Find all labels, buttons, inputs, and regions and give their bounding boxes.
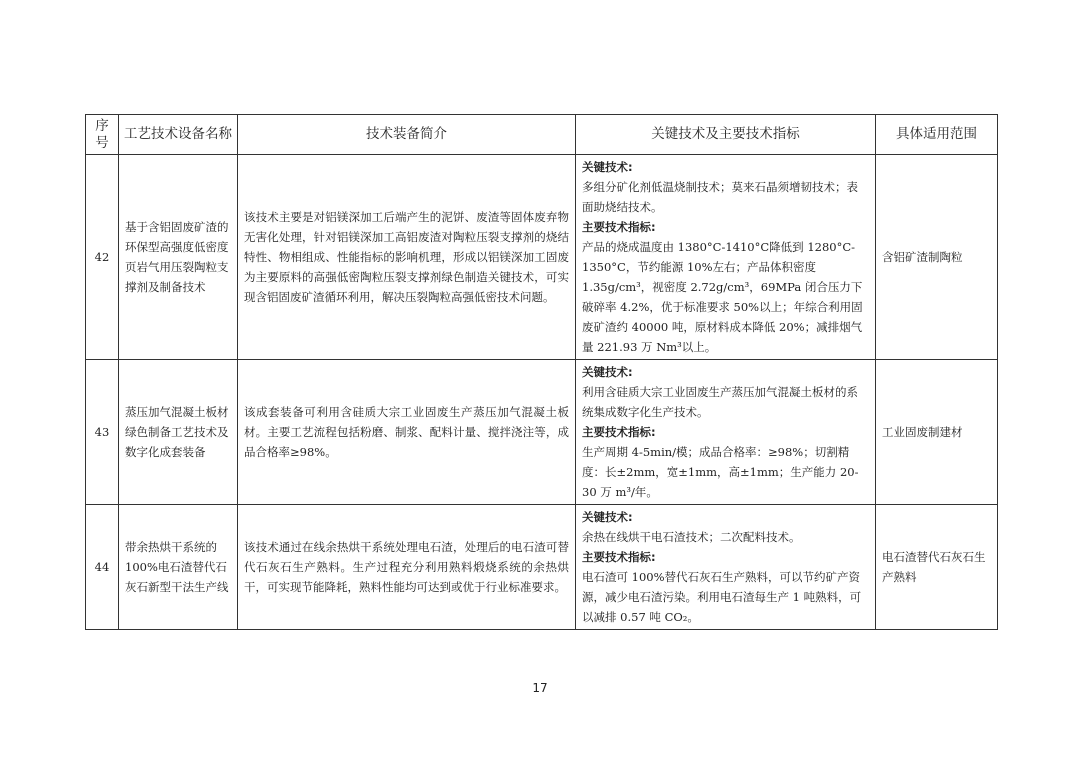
row-scope: 工业固废制建材 [876, 360, 998, 505]
key-tech-text: 余热在线烘干电石渣技术；二次配料技术。 [582, 530, 801, 544]
key-tech-text: 多组分矿化剂低温烧制技术；莫来石晶须增韧技术；表面助烧结技术。 [582, 180, 858, 214]
row-key-tech [576, 505, 876, 630]
main-index-text: 电石渣可 100%替代石灰石生产熟料，可以节约矿产资源，减少电石渣污染。利用电石渣每生产 1 吨熟料，可以减排 0.57 吨 CO₂。 [582, 570, 862, 624]
main-index-label: 主要技术指标: [582, 220, 656, 234]
table-row [86, 360, 998, 505]
page-number: 17 [532, 681, 548, 695]
main-index-label: 主要技术指标: [582, 550, 656, 564]
row-key-tech [576, 155, 876, 360]
row-key-tech [576, 360, 876, 505]
header-tech-name: 工艺技术设备名称 [119, 115, 238, 155]
row-serial-no: 44 [86, 505, 119, 630]
header-scope: 具体适用范围 [876, 115, 998, 155]
row-tech-name: 基于含铝固废矿渣的环保型高强度低密度页岩气用压裂陶粒支撑剂及制备技术 [119, 155, 238, 360]
technology-table [85, 114, 998, 630]
row-tech-name: 蒸压加气混凝土板材绿色制备工艺技术及数字化成套装备 [119, 360, 238, 505]
main-index-text: 产品的烧成温度由 1380°C-1410°C降低到 1280°C-1350°C，节约能源 10%左右；产品体积密度 1.35g/cm³，视密度 2.72g/cm³，69MPa 闭合压力下破碎率 4.2%，优于标准要求 50%以上；年综合利用固废矿渣约 40000 吨，原材料成本降低 20%；减排烟气量 221.93 万 Nm³以上。 [582, 240, 863, 354]
header-intro: 技术装备简介 [238, 115, 576, 155]
table-header-row [86, 115, 998, 155]
row-intro: 该成套装备可利用含硅质大宗工业固废生产蒸压加气混凝土板材。主要工艺流程包括粉磨、制浆、配料计量、搅拌浇注等，成品合格率≥98%。 [238, 360, 576, 505]
header-serial-no: 序号 [86, 115, 119, 155]
row-scope: 电石渣替代石灰石生产熟料 [876, 505, 998, 630]
row-intro: 该技术通过在线余热烘干系统处理电石渣，处理后的电石渣可替代石灰石生产熟料。生产过程充分利用熟料煅烧系统的余热烘干，可实现节能降耗，熟料性能均可达到或优于行业标准要求。 [238, 505, 576, 630]
main-index-text: 生产周期 4-5min/模；成品合格率：≥98%；切割精度：长±2mm，宽±1mm，高±1mm；生产能力 20-30 万 m³/年。 [582, 445, 859, 499]
row-scope: 含铝矿渣制陶粒 [876, 155, 998, 360]
header-key-tech: 关键技术及主要技术指标 [576, 115, 876, 155]
key-tech-text: 利用含硅质大宗工业固废生产蒸压加气混凝土板材的系统集成数字化生产技术。 [582, 385, 858, 419]
key-tech-label: 关键技术: [582, 160, 633, 174]
row-serial-no: 42 [86, 155, 119, 360]
row-intro: 该技术主要是对铝镁深加工后端产生的泥饼、废渣等固体废弃物无害化处理，针对铝镁深加工高铝废渣对陶粒压裂支撑剂的烧结特性、物相组成、性能指标的影响机理，形成以铝镁深加工固废为主要原料的高强低密陶粒压裂支撑剂绿色制造关键技术，可实现含铝固废矿渣循环利用，解决压裂陶粒高强低密技术问题。 [238, 155, 576, 360]
main-index-label: 主要技术指标: [582, 425, 656, 439]
key-tech-label: 关键技术: [582, 365, 633, 379]
row-tech-name: 带余热烘干系统的 100%电石渣替代石灰石新型干法生产线 [119, 505, 238, 630]
table-row [86, 505, 998, 630]
table-row [86, 155, 998, 360]
row-serial-no: 43 [86, 360, 119, 505]
key-tech-label: 关键技术: [582, 510, 633, 524]
